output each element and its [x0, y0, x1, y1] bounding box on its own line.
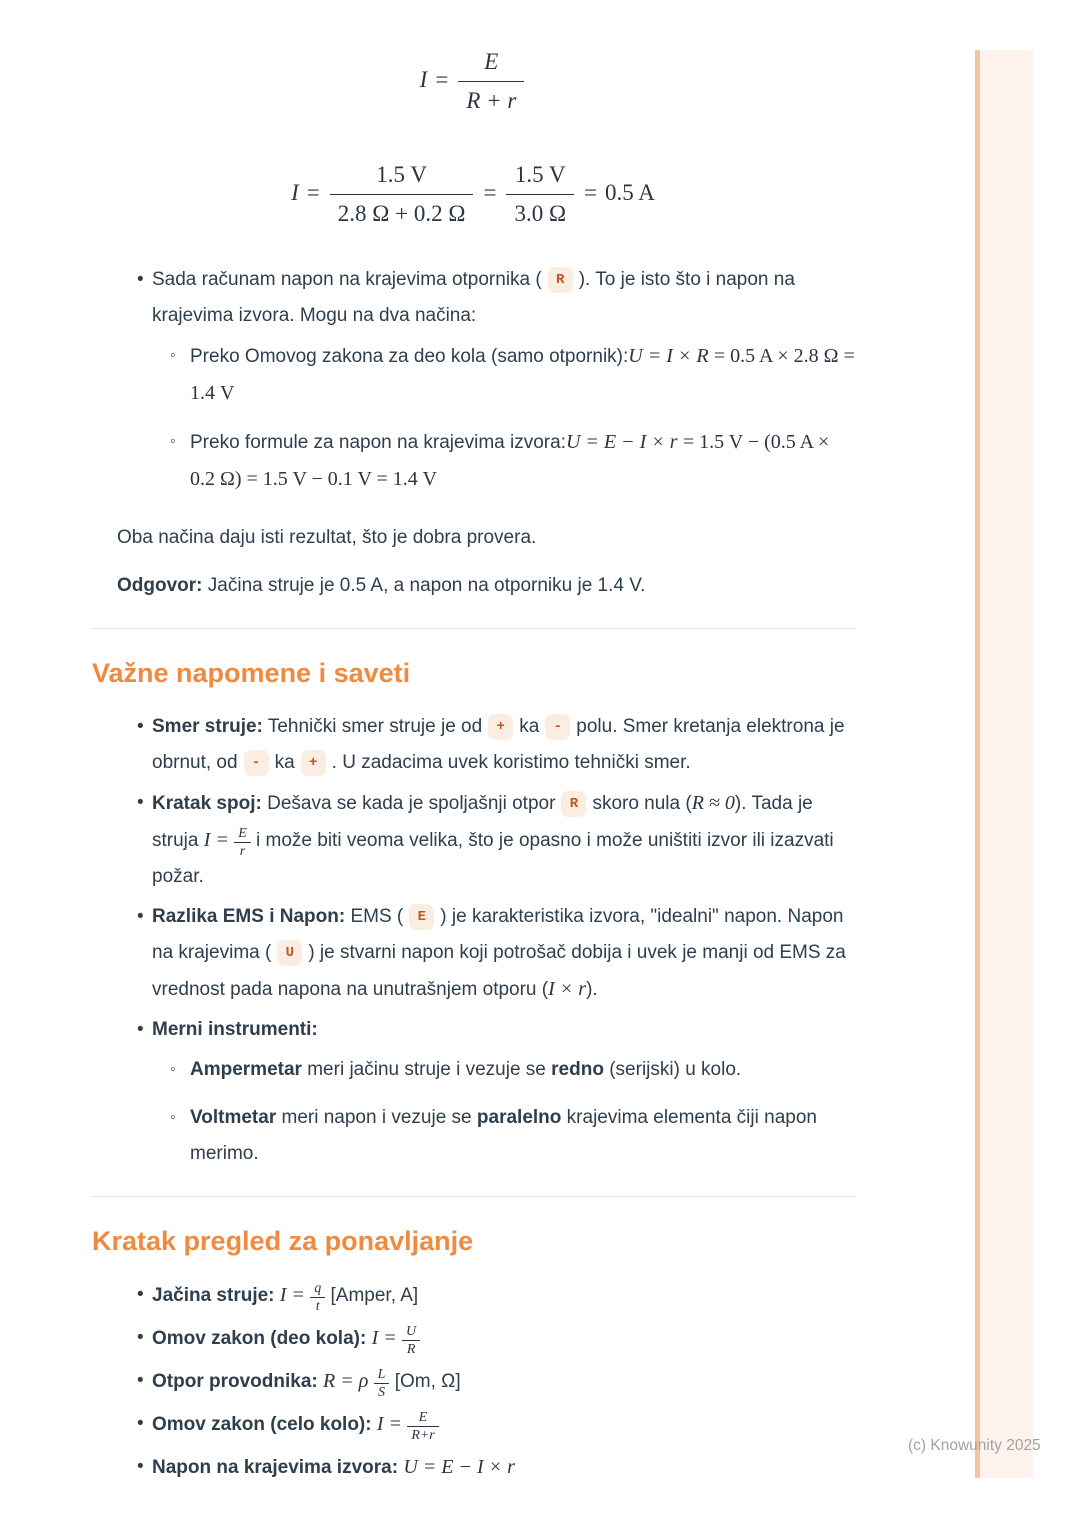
- body-text: ).: [586, 979, 598, 1000]
- review-list: [90, 1277, 856, 1486]
- formula-variable: I: [291, 179, 299, 205]
- fraction-numerator: 1.5 V: [376, 162, 427, 187]
- watermark: (c) Knowunity 2025: [908, 1437, 1041, 1454]
- section-divider: [90, 628, 856, 629]
- review-item-jacina-struje: [90, 1277, 856, 1314]
- term-bold: paralelno: [476, 1107, 562, 1128]
- body-text: ). Tada je struja: [152, 793, 813, 851]
- fraction-denominator: 2.8 Ω + 0.2 Ω: [330, 194, 474, 230]
- list-item-voltmetar: [152, 1100, 856, 1172]
- review-item-napon-izvora: [90, 1449, 856, 1486]
- body-text: i može biti veoma velika, što je opasno i može uništiti izvor ili izazvati požar.: [152, 830, 834, 887]
- inline-math: U = I × R: [628, 345, 709, 367]
- check-paragraph: Oba načina daju isti rezultat, što je dobra provera.: [117, 527, 537, 548]
- section-heading-review: Kratak pregled za ponavljanje: [92, 1226, 474, 1256]
- review-label: Otpor provodnika:: [152, 1371, 318, 1392]
- body-text: ) je stvarni napon koji potrošač dobija i uvek je manji od EMS za vrednost pada napona na unutrašnjem otporu (: [152, 942, 846, 1000]
- key-badge-minus: -: [244, 750, 269, 776]
- body-text: (serijski) u kolo.: [603, 1059, 742, 1080]
- fraction-numerator: E: [234, 826, 251, 843]
- review-item-omov-zakon-celo: [90, 1406, 856, 1443]
- fraction-denominator: t: [315, 1299, 320, 1314]
- key-badge-e: E: [409, 904, 434, 930]
- body-text: ka: [274, 752, 295, 773]
- note-item-merni-instrumenti: [90, 1012, 856, 1172]
- key-badge-plus: +: [301, 750, 326, 776]
- fraction: [504, 159, 576, 230]
- notes-list: [90, 709, 856, 1172]
- inline-fraction: [374, 1367, 390, 1400]
- review-label: Jačina struje:: [152, 1285, 275, 1306]
- key-badge-r: R: [548, 267, 573, 293]
- formula-ohm-whole-circuit: [90, 46, 856, 117]
- body-text: EMS (: [350, 906, 404, 927]
- inline-math: R ≈ 0: [691, 792, 735, 814]
- inline-math: U = E − I × r: [403, 1456, 515, 1478]
- formula-result: 0.5 A: [605, 179, 655, 205]
- inline-math: I =: [376, 1413, 403, 1435]
- fraction: [456, 46, 526, 117]
- answer-paragraph: [117, 568, 856, 604]
- inline-math: I =: [371, 1327, 397, 1349]
- review-label: Omov zakon (deo kola):: [152, 1328, 367, 1349]
- list-item-method-source-voltage: [152, 424, 856, 498]
- inline-math: U = E − I × r: [565, 431, 678, 453]
- fraction-denominator: R + r: [458, 81, 524, 117]
- fraction: [328, 159, 476, 230]
- body-text: meri jačinu struje i vezuje se: [301, 1059, 552, 1080]
- inline-math: I =: [203, 829, 229, 851]
- body-text: Preko Omovog zakona za deo kola (samo otpornik):: [190, 346, 629, 367]
- term-bold: redno: [551, 1059, 604, 1080]
- body-text: . U zadacima uvek koristimo tehnički smer.: [331, 752, 691, 773]
- note-item-kratak-spoj: [90, 785, 856, 895]
- body-text: polu. Smer kretanja elektrona je obrnut, od: [152, 716, 845, 773]
- equals-sign: =: [306, 179, 320, 205]
- body-text: Preko formule za napon na krajevima izvora:: [190, 432, 566, 453]
- formula-variable: I: [419, 66, 428, 92]
- body-text: krajevima elementa čiji napon merimo.: [190, 1107, 817, 1164]
- review-label: Napon na krajevima izvora:: [152, 1457, 399, 1478]
- review-label: Omov zakon (celo kolo):: [152, 1414, 372, 1435]
- inline-fraction: [407, 1410, 438, 1443]
- key-badge-minus: -: [545, 714, 570, 740]
- term-bold: Ampermetar: [190, 1059, 302, 1080]
- fraction-denominator: R: [406, 1342, 416, 1357]
- equals-sign: =: [483, 179, 497, 205]
- note-label: Razlika EMS i Napon:: [152, 906, 346, 927]
- body-text: skoro nula (: [592, 793, 692, 814]
- answer-label: Odgovor:: [117, 575, 203, 596]
- term-bold: Voltmetar: [190, 1107, 277, 1128]
- equals-sign: =: [435, 66, 449, 92]
- fraction-numerator: U: [402, 1324, 420, 1341]
- key-badge-plus: +: [488, 714, 513, 740]
- answer-text: Jačina struje je 0.5 A, a napon na otporniku je 1.4 V.: [207, 575, 646, 596]
- inline-math: I × r: [548, 978, 587, 1000]
- key-badge-r: R: [561, 791, 586, 817]
- list-item-ampermetar: [152, 1052, 856, 1088]
- inline-math: I =: [279, 1284, 305, 1306]
- body-text: ) je karakteristika izvora, "idealni" napon. Napon na krajevima (: [152, 906, 844, 963]
- inline-math: R = ρ: [323, 1370, 369, 1392]
- body-text: ka: [519, 716, 540, 737]
- note-item-razlika-ems-napon: [90, 899, 856, 1008]
- note-item-smer-struje: [90, 709, 856, 781]
- fraction-numerator: L: [374, 1367, 390, 1384]
- inline-fraction: [234, 826, 251, 859]
- section-heading-notes: Važne napomene i saveti: [92, 658, 411, 688]
- fraction-denominator: R+r: [411, 1428, 435, 1443]
- review-item-otpor-provodnika: [90, 1363, 856, 1400]
- equals-sign: =: [584, 179, 598, 205]
- fraction-numerator: E: [484, 49, 499, 74]
- body-text: ). To je isto što i napon na krajevima izvora. Mogu na dva načina:: [152, 269, 795, 326]
- body-text: Tehnički smer struje je od: [267, 716, 483, 737]
- review-item-omov-zakon-deo: [90, 1320, 856, 1357]
- note-label: Kratak spoj:: [152, 793, 262, 814]
- note-label: Merni instrumenti:: [152, 1019, 318, 1040]
- list-item-method-ohm-law: [152, 338, 856, 412]
- document-content: [90, 0, 856, 1486]
- unit-text: [Amper, A]: [330, 1285, 419, 1306]
- body-text: Dešava se kada je spoljašnji otpor: [267, 793, 556, 814]
- fraction-numerator: q: [310, 1281, 325, 1298]
- fraction-denominator: S: [378, 1385, 385, 1400]
- example-methods-sublist: [152, 338, 856, 498]
- instruments-sublist: [152, 1052, 856, 1172]
- inline-fraction: [402, 1324, 420, 1357]
- section-divider: [90, 1196, 856, 1197]
- list-item-voltage-calculation: [90, 262, 856, 498]
- inline-math: = 0.5 A × 2.8 Ω = 1.4 V: [190, 345, 855, 404]
- note-label: Smer struje:: [152, 716, 263, 737]
- inline-math: = 1.5 V − (0.5 A × 0.2 Ω) = 1.5 V − 0.1 V = 1.4 V: [190, 431, 830, 490]
- body-text: Sada računam napon na krajevima otpornika (: [152, 269, 542, 290]
- example-steps-list: [90, 262, 856, 498]
- fraction-numerator: E: [407, 1410, 438, 1427]
- key-badge-u: U: [277, 940, 302, 966]
- unit-text: [Om, Ω]: [394, 1371, 461, 1392]
- fraction-denominator: r: [239, 844, 246, 859]
- fraction-numerator: 1.5 V: [514, 162, 566, 187]
- body-text: meri napon i vezuje se: [276, 1107, 477, 1128]
- formula-numeric-substitution: [90, 159, 856, 230]
- inline-fraction: [310, 1281, 325, 1314]
- fraction-denominator: 3.0 Ω: [506, 194, 574, 230]
- side-accent-bar: [975, 50, 1033, 1478]
